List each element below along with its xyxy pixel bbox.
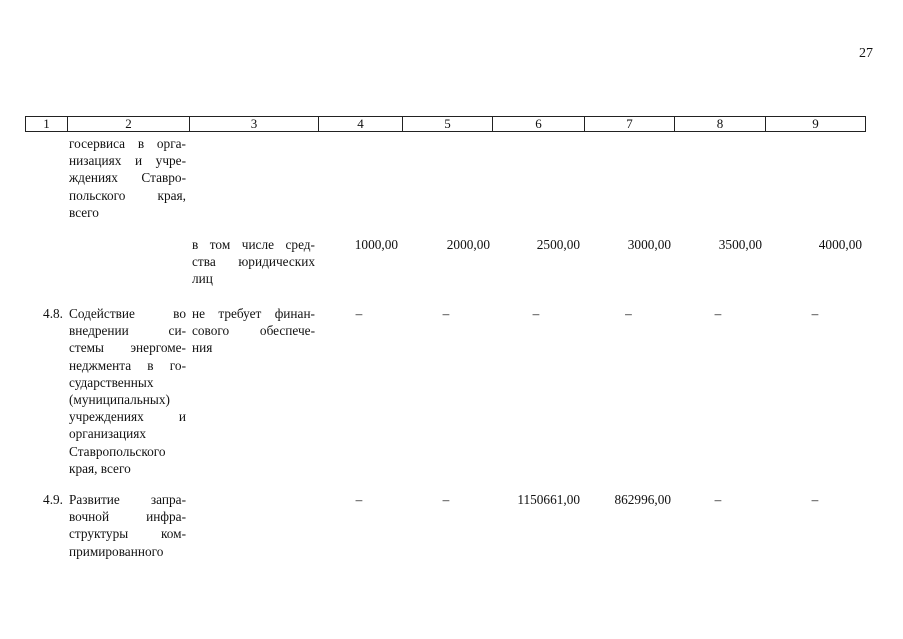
row-name-line: ждениях Ставро- <box>69 170 186 186</box>
value-col-5: – <box>442 306 450 321</box>
source-line: лиц <box>192 271 213 287</box>
value-col-5: 2000,00 <box>446 237 490 252</box>
row-name-line: (муниципальных) <box>69 392 170 408</box>
header-col-9: 9 <box>766 117 866 132</box>
row-name-line: учреждениях и <box>69 409 186 425</box>
value-col-8: – <box>714 306 722 321</box>
row-name-line: стемы энергоме- <box>69 340 186 356</box>
row-name-cell <box>69 491 186 560</box>
value-col-6: 2500,00 <box>536 237 580 252</box>
row-name-line: вочной инфра- <box>69 509 186 525</box>
page-number: 27 <box>859 46 873 61</box>
header-col-3: 3 <box>190 117 319 132</box>
row-name-cell <box>69 305 186 477</box>
value-col-4: 1000,00 <box>354 237 398 252</box>
source-line: сового обеспече- <box>192 323 315 339</box>
funding-source-cell <box>192 305 315 357</box>
row-name-line: всего <box>69 204 99 220</box>
header-col-1: 1 <box>26 117 68 132</box>
value-col-8: – <box>714 492 722 507</box>
row-name-line: Содействие во <box>69 306 186 321</box>
value-col-9: – <box>811 306 819 321</box>
header-col-7: 7 <box>585 117 675 132</box>
row-name-line: внедрении си- <box>69 323 186 339</box>
header-col-4: 4 <box>319 117 403 132</box>
row-name-line: структуры ком- <box>69 526 186 542</box>
row-number: 4.8. <box>43 306 63 321</box>
value-col-8: 3500,00 <box>718 237 762 252</box>
value-col-5: – <box>442 492 450 507</box>
header-col-8: 8 <box>675 117 766 132</box>
row-name-cell <box>69 135 186 221</box>
row-number: 4.9. <box>43 492 63 507</box>
source-line: ния <box>192 340 213 356</box>
source-line: в том числе сред- <box>192 237 315 252</box>
value-col-4: – <box>355 492 363 507</box>
row-name-line: низациях и учре- <box>69 153 186 169</box>
funding-source-cell <box>192 236 315 288</box>
row-name-line: Ставропольского <box>69 443 166 459</box>
row-name-line: польского края, <box>69 187 186 203</box>
value-col-7: 3000,00 <box>627 237 671 252</box>
header-col-5: 5 <box>403 117 493 132</box>
value-col-7: 862996,00 <box>614 492 671 507</box>
column-number-header <box>25 116 866 132</box>
header-col-6: 6 <box>493 117 585 132</box>
row-name-line: сударственных <box>69 374 154 390</box>
row-name-line: неджмента в го- <box>69 357 186 373</box>
value-col-4: – <box>355 306 363 321</box>
row-name-line: края, всего <box>69 460 131 476</box>
row-name-line: Развитие запра- <box>69 492 186 507</box>
value-col-9: 4000,00 <box>818 237 862 252</box>
value-col-7: – <box>625 306 632 321</box>
header-col-2: 2 <box>68 117 190 132</box>
row-name-line: организациях <box>69 426 147 442</box>
row-name-line: госервиса в орга- <box>69 136 186 151</box>
value-col-6: 1150661,00 <box>517 492 580 507</box>
value-col-6: – <box>532 306 540 321</box>
value-col-9: – <box>811 492 819 507</box>
source-line: ства юридических <box>192 254 315 270</box>
row-name-line: примированного <box>69 543 164 559</box>
source-line: не требует финан- <box>192 306 315 321</box>
